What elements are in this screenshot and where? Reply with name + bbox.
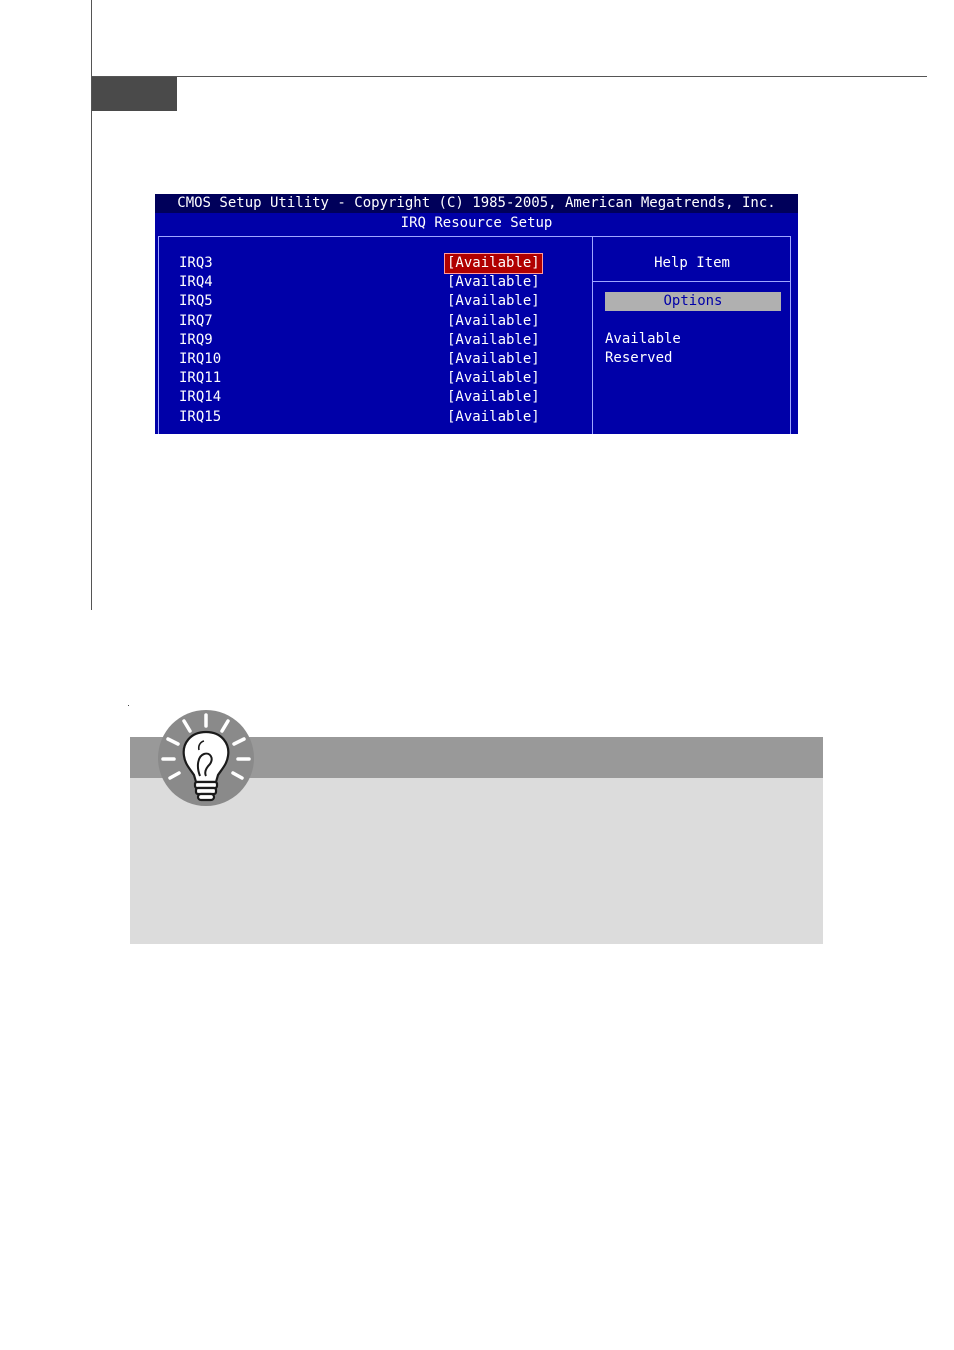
irq-row[interactable] — [179, 273, 589, 292]
bios-subtitle: IRQ Resource Setup — [400, 215, 553, 231]
irq-row[interactable] — [179, 254, 589, 273]
irq-name: IRQ5 — [179, 293, 213, 310]
irq-name: IRQ10 — [179, 350, 222, 367]
irq-value[interactable]: [Available] — [447, 293, 540, 310]
irq-row[interactable] — [179, 369, 589, 388]
irq-value[interactable]: [Available] — [447, 370, 540, 387]
stray-mark — [128, 705, 129, 706]
help-divider — [593, 281, 791, 282]
option-list — [605, 330, 681, 368]
option-item: Reserved — [605, 350, 673, 367]
chapter-tab — [92, 77, 177, 111]
irq-value-selected[interactable]: [Available] — [445, 254, 542, 273]
irq-row[interactable] — [179, 292, 589, 311]
irq-value[interactable]: [Available] — [447, 274, 540, 291]
irq-name: IRQ14 — [179, 389, 222, 406]
irq-value[interactable]: [Available] — [447, 331, 540, 348]
irq-value[interactable]: [Available] — [447, 350, 540, 367]
page-top-rule — [92, 76, 927, 77]
irq-row[interactable] — [179, 388, 589, 407]
irq-name: IRQ9 — [179, 331, 213, 348]
option-item: Available — [605, 331, 681, 347]
irq-name: IRQ3 — [179, 255, 213, 271]
irq-value[interactable]: [Available] — [447, 312, 540, 329]
lightbulb-icon — [154, 706, 258, 810]
irq-name: IRQ4 — [179, 274, 213, 291]
irq-row[interactable] — [179, 312, 589, 331]
options-label: Options — [605, 292, 781, 311]
irq-value[interactable]: [Available] — [447, 389, 540, 406]
irq-row[interactable] — [179, 331, 589, 350]
bios-screenshot — [155, 194, 798, 434]
irq-row[interactable] — [179, 408, 589, 427]
irq-value[interactable]: [Available] — [447, 408, 540, 425]
bios-header: CMOS Setup Utility - Copyright (C) 1985-2005, American Megatrends, Inc. — [155, 194, 798, 213]
irq-name: IRQ15 — [179, 408, 222, 425]
irq-row[interactable] — [179, 350, 589, 369]
irq-name: IRQ7 — [179, 312, 213, 329]
help-item-title: Help Item — [654, 255, 730, 271]
irq-name: IRQ11 — [179, 370, 222, 387]
irq-list — [179, 254, 589, 427]
